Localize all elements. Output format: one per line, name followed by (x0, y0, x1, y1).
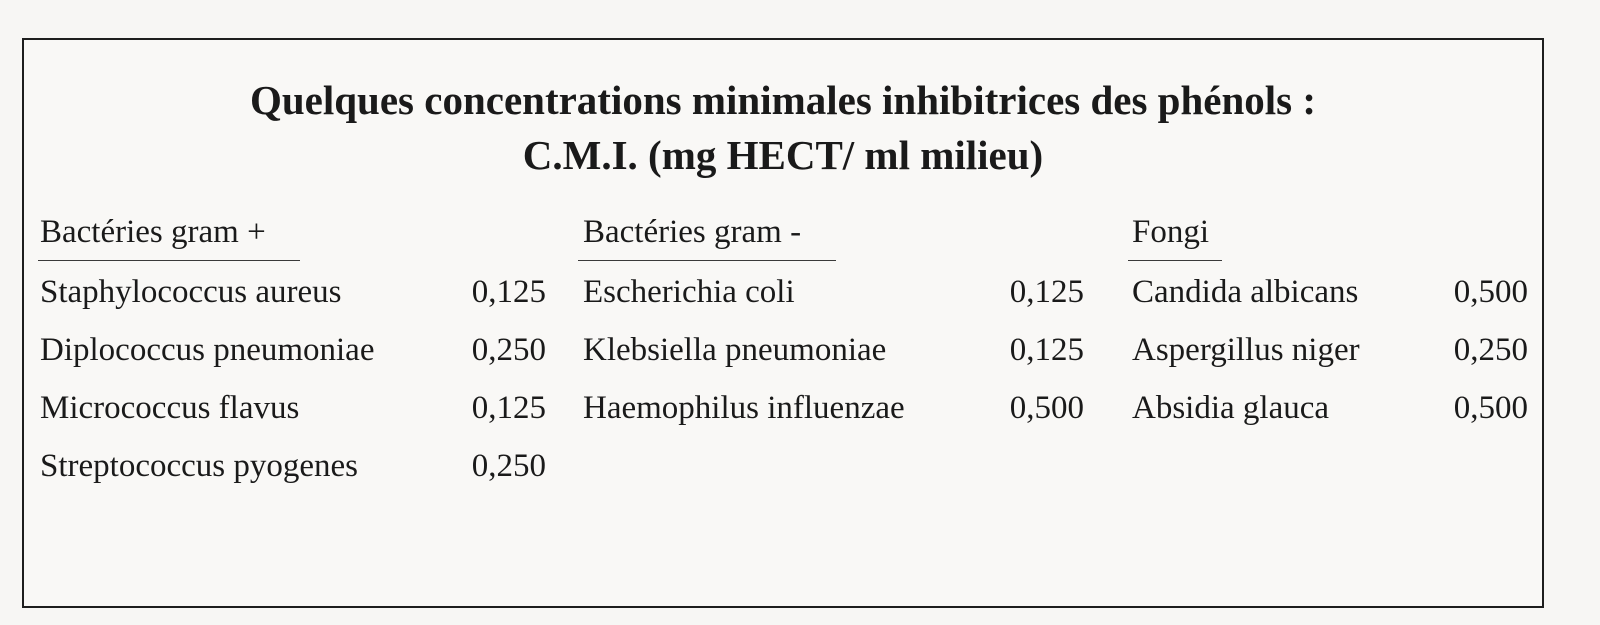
table-title-line-1: Quelques concentrations minimales inhibitrices des phénols : (249, 77, 1317, 123)
column-header-underline (38, 260, 300, 261)
mic-value: 0,500 (1009, 390, 1084, 426)
mic-value: 0,500 (1453, 390, 1528, 426)
mic-value: 0,125 (471, 274, 546, 310)
organism-name: Escherichia coli (583, 274, 795, 310)
organism-name: Haemophilus influenzae (583, 390, 905, 426)
organism-name: Diplococcus pneumoniae (40, 332, 375, 368)
column-header-underline (578, 260, 836, 261)
organism-name: Candida albicans (1132, 274, 1359, 310)
mic-value: 0,500 (1453, 274, 1528, 310)
mic-value: 0,250 (471, 332, 546, 368)
mic-value: 0,125 (1009, 332, 1084, 368)
organism-name: Aspergillus niger (1132, 332, 1360, 368)
mic-value: 0,250 (471, 448, 546, 484)
column-header-gram-positive: Bactéries gram + (40, 214, 266, 250)
organism-name: Klebsiella pneumoniae (583, 332, 887, 368)
mic-table-box (22, 38, 1544, 608)
column-header-fungi: Fongi (1132, 214, 1210, 250)
organism-name: Absidia glauca (1132, 390, 1330, 426)
organism-name: Micrococcus flavus (40, 390, 300, 426)
mic-value: 0,125 (471, 390, 546, 426)
mic-value: 0,125 (1009, 274, 1084, 310)
organism-name: Streptococcus pyogenes (40, 448, 358, 484)
table-title-line-2: C.M.I. (mg HECT/ ml milieu) (522, 132, 1044, 178)
mic-value: 0,250 (1453, 332, 1528, 368)
column-header-underline (1128, 260, 1222, 261)
organism-name: Staphylococcus aureus (40, 274, 342, 310)
column-header-gram-negative: Bactéries gram - (583, 214, 802, 250)
